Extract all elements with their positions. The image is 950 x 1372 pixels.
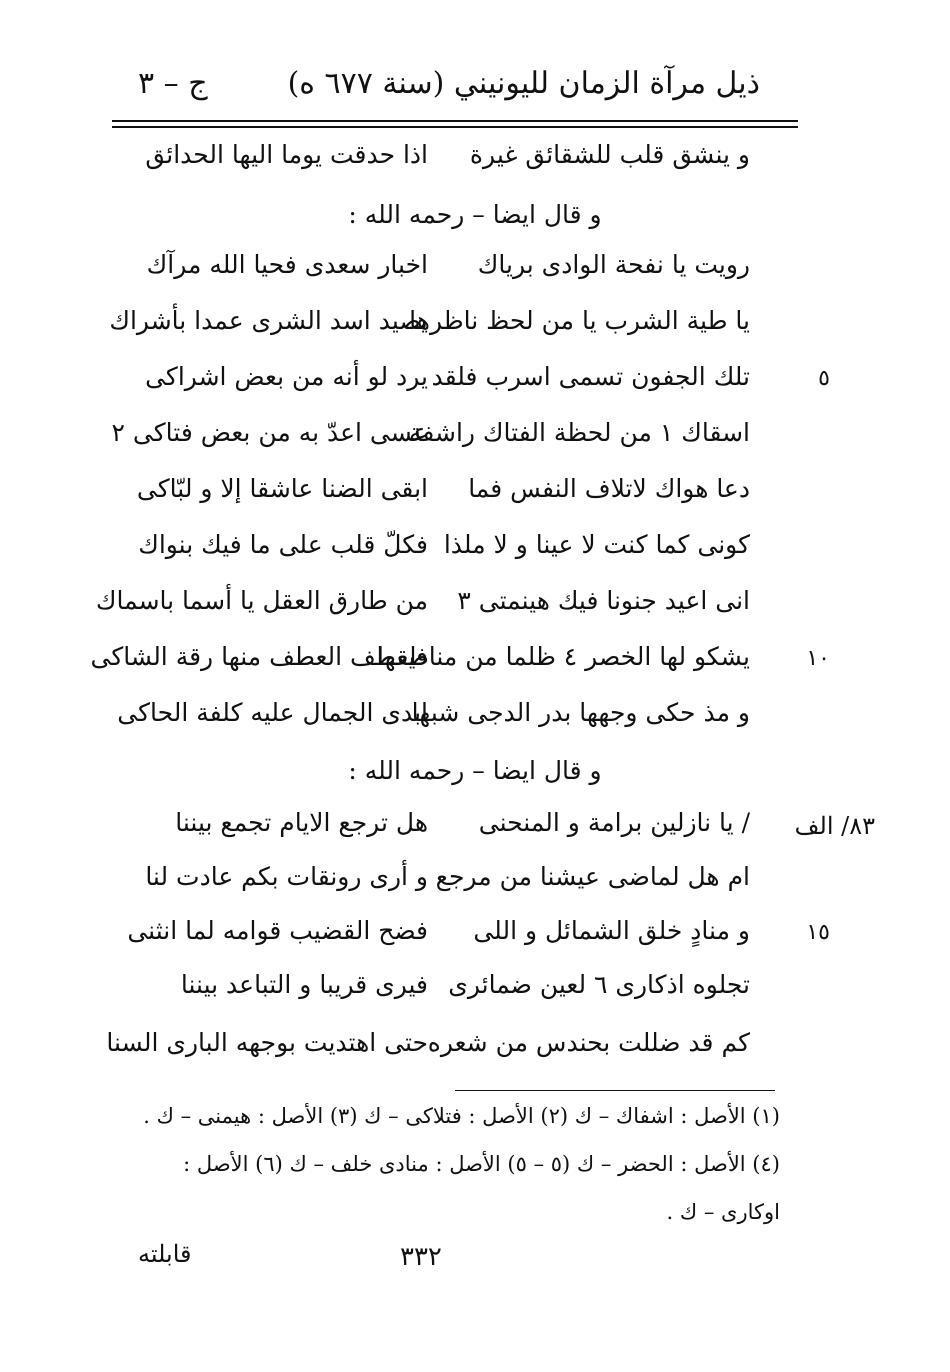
- first-hemistich: يشكو لها الخصر ٤ ظلما من مناطقها: [377, 642, 750, 671]
- first-hemistich: و ينشق قلب للشقائق غيرة: [469, 140, 750, 169]
- verse-line: [138, 530, 750, 586]
- poem-heading: و قال ايضا – رحمه الله :: [348, 756, 602, 785]
- second-hemistich: ابدى الجمال عليه كلفة الحاكى: [117, 698, 428, 727]
- verse-line: [127, 916, 750, 972]
- page-number: ٣٣٢: [400, 1242, 442, 1272]
- footnote-rule: [455, 1090, 775, 1091]
- first-hemistich: يا طية الشرب يا من لحظ ناظرها: [409, 306, 750, 335]
- verse-line: [150, 808, 750, 864]
- verse-line: [117, 698, 750, 754]
- footnote-line: (٤) الأصل : الحضر – ك (٥ – ٥) الأصل : منادى خلف – ك (٦) الأصل :: [183, 1152, 780, 1176]
- footnote-line: اوكارى – ك .: [666, 1200, 780, 1224]
- second-hemistich: ابقى الضنا عاشقا إلا و لبّاكى: [136, 474, 428, 503]
- second-hemistich: فيعطف العطف منها رقة الشاكى: [90, 642, 428, 671]
- running-title: ذيل مرآة الزمان لليونيني (سنة ٦٧٧ ه): [287, 66, 760, 101]
- first-hemistich: انى اعيد جنونا فيك هينمتى ٣: [457, 586, 750, 615]
- catchword: قابلته: [138, 1240, 192, 1268]
- first-hemistich: كونى كما كنت لا عينا و لا ملذا: [443, 530, 750, 559]
- verse-line: [90, 642, 750, 698]
- second-hemistich: اخبار سعدى فحيا الله مرآك: [146, 250, 428, 279]
- first-hemistich: تجلوه اذكارى ٦ لعين ضمائرى: [448, 970, 750, 999]
- footnote-line: (١) الأصل : اشفاك – ك (٢) الأصل : فتلاكى – ك (٣) الأصل : هيمنى – ك .: [143, 1104, 780, 1128]
- volume-number: ج – ٣: [138, 66, 208, 101]
- first-hemistich: و منادٍ خلق الشمائل و اللى: [473, 916, 750, 945]
- first-hemistich: / يا نازلين برامة و المنحنى: [478, 808, 750, 837]
- second-hemistich: حتى اهتديت بوجهه البارى السنا: [106, 1028, 428, 1057]
- first-hemistich: اسقاك ١ من لحظة الفتاك راشفة: [408, 418, 750, 447]
- second-hemistich: من طارق العقل يا أسما باسماك: [95, 586, 428, 615]
- second-hemistich: فكلّ قلب على ما فيك بنواك: [138, 530, 428, 559]
- line-number: ١٥: [806, 920, 830, 945]
- verse-line: [150, 970, 750, 1026]
- verse-line: [145, 362, 750, 418]
- first-hemistich: ام هل لماضى عيشنا من مرجع: [435, 862, 750, 891]
- first-hemistich: رويت يا نفحة الوادى برياك: [477, 250, 750, 279]
- second-hemistich: عسى اعدّ به من بعض فتاكى ٢: [111, 418, 428, 447]
- first-hemistich: و مذ حكى وجهها بدر الدجى شبها: [411, 698, 750, 727]
- verse-line: [109, 306, 750, 362]
- verse-line: [111, 418, 750, 474]
- first-hemistich: تلك الجفون تسمى اسرب فلقد: [431, 362, 750, 391]
- first-hemistich: كم قد ضللت بحندس من شعره: [427, 1028, 750, 1057]
- second-hemistich: يصيد اسد الشرى عمدا بأشراك: [109, 306, 428, 335]
- second-hemistich: يرد لو أنه من بعض اشراكى: [145, 362, 428, 391]
- verse-line: [136, 474, 750, 530]
- second-hemistich: و أرى رونقات بكم عادت لنا: [145, 862, 428, 891]
- folio-marker: ٨٣/ الف: [794, 812, 875, 840]
- poem-heading: و قال ايضا – رحمه الله :: [348, 200, 602, 229]
- line-number: ٥: [818, 366, 830, 391]
- verse-line: [146, 250, 750, 306]
- verse-line: [106, 1028, 750, 1084]
- second-hemistich: فضح القضيب قوامه لما انثنى: [127, 916, 428, 945]
- verse-line: [145, 140, 750, 196]
- verse-line: [95, 586, 750, 642]
- first-hemistich: دعا هواك لاتلاف النفس فما: [468, 474, 750, 503]
- line-number: ١٠: [806, 646, 830, 671]
- second-hemistich: فيرى قريبا و التباعد بيننا: [180, 970, 428, 999]
- second-hemistich: هل ترجع الايام تجمع بيننا: [175, 808, 428, 837]
- second-hemistich: اذا حدقت يوما اليها الحدائق: [145, 140, 428, 169]
- verse-line: [145, 862, 750, 918]
